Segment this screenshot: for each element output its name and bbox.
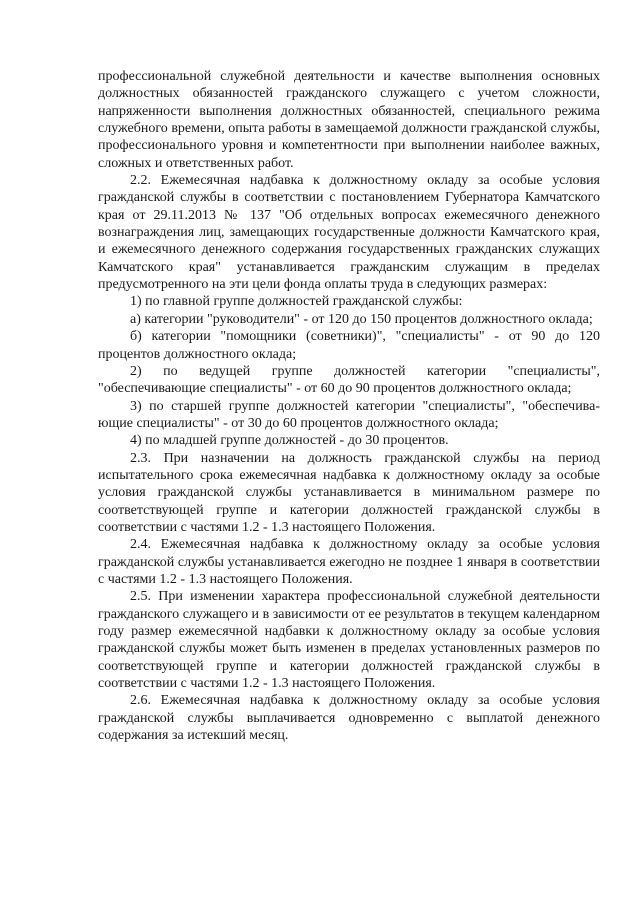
paragraph-2-2: 2.2. Ежемесячная надбавка к должностному окладу за особые условия гражданской службы в соответствии с постановлением Губернатора Камчатского края от 29.11.2013 № 137 "Об отдельных вопросах ежемесячного денежного вознаграждения лиц, замещающих государственные должности Камчатского края, и ежемесячного денежного содержания государственных гражданских служащих Камчатского края" устанавливается гражданским служащим в пределах предусмотренного на эти цели фонда оплаты труда в следующих размерах: (98, 173, 600, 293)
list-item-main-group: 1) по главной группе должностей гражданской службы: (130, 294, 463, 310)
paragraph-2-6: 2.6. Ежемесячная надбавка к должностному окладу за особые условия гражданской службы выплачивается одновременно с выплатой денежного содержания за истекший месяц. (98, 693, 600, 744)
list-item-senior-group: 3) по старшей группе должностей категории "специалисты", "обеспечива-ющие специалисты" - от 30 до 60 процентов должностного оклада; (98, 398, 600, 431)
document-body (98, 68, 600, 744)
list-item-junior-group: 4) по младшей группе должностей - до 30 процентов. (130, 433, 449, 449)
list-item-assistants: б) категории "помощники (советники)", "специалисты" - от 90 до 120 процентов должностного оклада; (98, 329, 600, 362)
paragraph-2-4: 2.4. Ежемесячная надбавка к должностному окладу за особые условия гражданской службы устанавливается ежегодно не позднее 1 января в соответствии с частями 1.2 - 1.3 настоящего Положения. (98, 537, 600, 587)
paragraph-continuation: профессиональной служебной деятельности и качестве выполнения основных должностных обязанностей гражданского служащего с учетом сложности, напряженности выполнения должностных обязанностей, специального режима служебного времени, опыта работы в замещаемой должности гражданской службы, профессионального уровня и компетентности при выполнении наиболее важных, сложных и ответственных работ. (98, 69, 600, 171)
list-item-managers: а) категории "руководители" - от 120 до 150 процентов должностного оклада; (130, 311, 593, 327)
list-item-leading-group: 2) по ведущей группе должностей категории "специалисты", "обеспечивающие специалисты" - от 60 до 90 процентов должностного оклада; (98, 363, 600, 397)
paragraph-2-3: 2.3. При назначении на должность гражданской службы на период испытательного срока ежемесячная надбавка к должностному окладу за особые условия гражданской службы устанавливается в минимальном размере по соответствующей группе и категории должностей гражданской службы в соответствии с частями 1.2 - 1.3 настоящего Положения. (98, 450, 600, 535)
paragraph-2-5: 2.5. При изменении характера профессиональной служебной деятельности гражданского служащего и в зависимости от ее результатов в текущем календарном году размер ежемесячной надбавки к должностному окладу за особые условия гражданской службы может быть изменен в пределах установленных размеров по соответствующей группе и категории должностей гражданской службы в соответствии с частями 1.2 - 1.3 настоящего Положения. (98, 589, 600, 692)
